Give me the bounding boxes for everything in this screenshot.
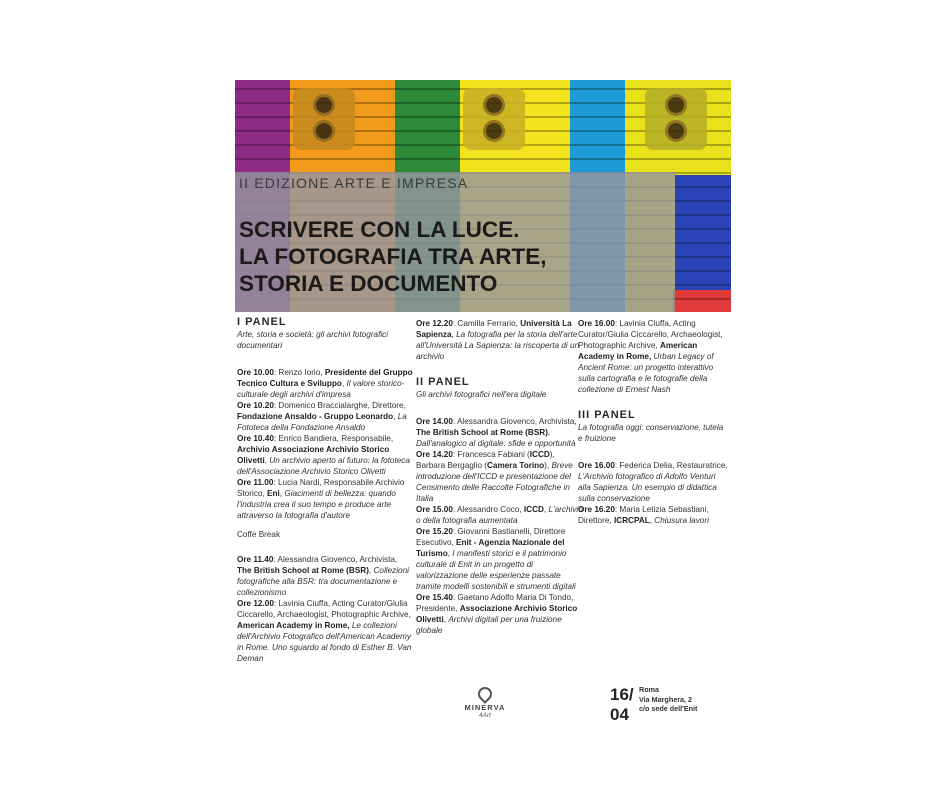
title-line: LA FOTOGRAFIA TRA ARTE, [239, 244, 547, 269]
event-title [239, 216, 546, 297]
program-item: Ore 14.20: Francesca Fabiani (ICCD), Barbara Bergaglio (Camera Torino), Breve introduzione dell'ICCD e presentazione del Censimento delle Raccolte Fotografiche in Italia [416, 450, 573, 503]
panel-heading: III PANEL [578, 409, 636, 421]
program-item: Ore 12.00: Lavinia Ciuffa, Acting Curator/Giulia Ciccarello, Archaeologist, Photographic Archive, American Academy in Rome, Le collezioni dell'Archivio Fotografico dell'American Academy in Rome. Uno sguardo al fondo di Esther B. Van Deman [237, 599, 412, 663]
minerva-logo-icon [475, 684, 495, 704]
edition-label: II EDIZIONE ARTE E IMPRESA [239, 175, 469, 191]
camera-image [645, 88, 707, 150]
event-date: 16/ 04 [610, 685, 634, 724]
program-item: Ore 15.40: Gaetano Adolfo Maria Di Tondo, Presidente, Associazione Archivio Storico Olivetti, Archivi digitali per una fruizione globale [416, 593, 578, 635]
camera-image [293, 88, 355, 150]
program-item: Ore 14.00: Alessandra Giovenco, Archivista, The British School at Rome (BSR), Dall'analogico al digitale: sfide e opportunità [416, 417, 577, 448]
title-line: STORIA E DOCUMENTO [239, 271, 498, 296]
title-overlay [235, 172, 675, 312]
program-item: Ore 16.20: Maria Letizia Sebastiani, Direttore, ICRCPAL, Chiusura lavori [578, 505, 709, 525]
program-item: Ore 11.40: Alessandra Giovenco, Archivista, The British School at Rome (BSR), Collezioni fotografiche alla BSR: tra documentazione e collezionismo [237, 555, 409, 597]
header-banner [235, 80, 731, 312]
event-poster [235, 80, 731, 724]
panel-heading: I PANEL [237, 316, 287, 328]
coffee-break: Coffe Break [237, 530, 281, 539]
program-item: Ore 15.00: Alessandro Coco, ICCD, L'archivio o della fotografia aumentata [416, 505, 583, 525]
camera-image [463, 88, 525, 150]
program-column-1 [237, 316, 413, 664]
program-item: Ore 15.20: Giovanni Bastianelli, Direttore Esecutivo, Enit - Agenzia Nazionale del Turismo, I manifesti storici e il patrimonio culturale di Enit in un progetto di valorizzazione delle esperienze passate tramite modelli sostenibili e strumenti digitali [416, 527, 576, 591]
panel-subtitle: Arte, storia e società: gli archivi fotografici documentari [237, 330, 389, 350]
title-line: SCRIVERE CON LA LUCE. [239, 217, 520, 242]
program-item: Ore 10.40: Enrico Bandiera, Responsabile, Archivio Associazione Archivio Storico Olivetti, Un archivio aperto al futuro: la fototeca dell'Associazione Archivio Storico Olivetti [237, 434, 410, 476]
minerva-logo: MINERVA 4Art [462, 687, 508, 719]
program-column-3 [578, 318, 728, 526]
program-item: Ore 10.20: Domenico Braccialarghe, Direttore, Fondazione Ansaldo - Gruppo Leonardo, La Fototeca della Fondazione Ansaldo [237, 401, 407, 432]
program-item: Ore 11.00: Lucia Nardi, Responsabile Archivio Storico, Eni, Giacimenti di bellezza: quando l'industria crea il suo tempo e produce arte attraverso la fotografia d'autore [237, 478, 405, 520]
program-column-2 [416, 318, 586, 636]
program-item: Ore 16.00: Federica Delia, Restauratrice, L'Archivio fotografico di Adolfo Venturi alla Sapienza. Un esempio di didattica sulla conservazione [578, 461, 728, 503]
program-item: Ore 12.20: Camilla Ferrario, Università La Sapienza, La fotografia per la storia dell'arte all'Università La Sapienza: la riscoperta di un archivio [416, 319, 580, 361]
panel-heading: II PANEL [416, 376, 470, 388]
panel-subtitle: La fotografia oggi: conservazione, tutela e fruizione [578, 423, 724, 443]
panel-subtitle: Gli archivi fotografici nell'era digitale [416, 390, 547, 399]
program-item: Ore 16.00: Lavinia Ciuffa, Acting Curator/Giulia Ciccarello, Archaeologist, Photographic Archive, American Academy in Rome, Urban Legacy of Ancient Rome: un progetto interattivo sulla cartografia e le fotografie della collezione di Ernest Nash [578, 319, 723, 394]
event-venue: Roma Via Marghera, 2 c/o sede dell'Enit [639, 685, 698, 713]
program-item: Ore 10.00: Renzo Iorio, Presidente del Gruppo Tecnico Cultura e Sviluppo, Il valore storico-culturale degli archivi d'impresa [237, 368, 413, 399]
